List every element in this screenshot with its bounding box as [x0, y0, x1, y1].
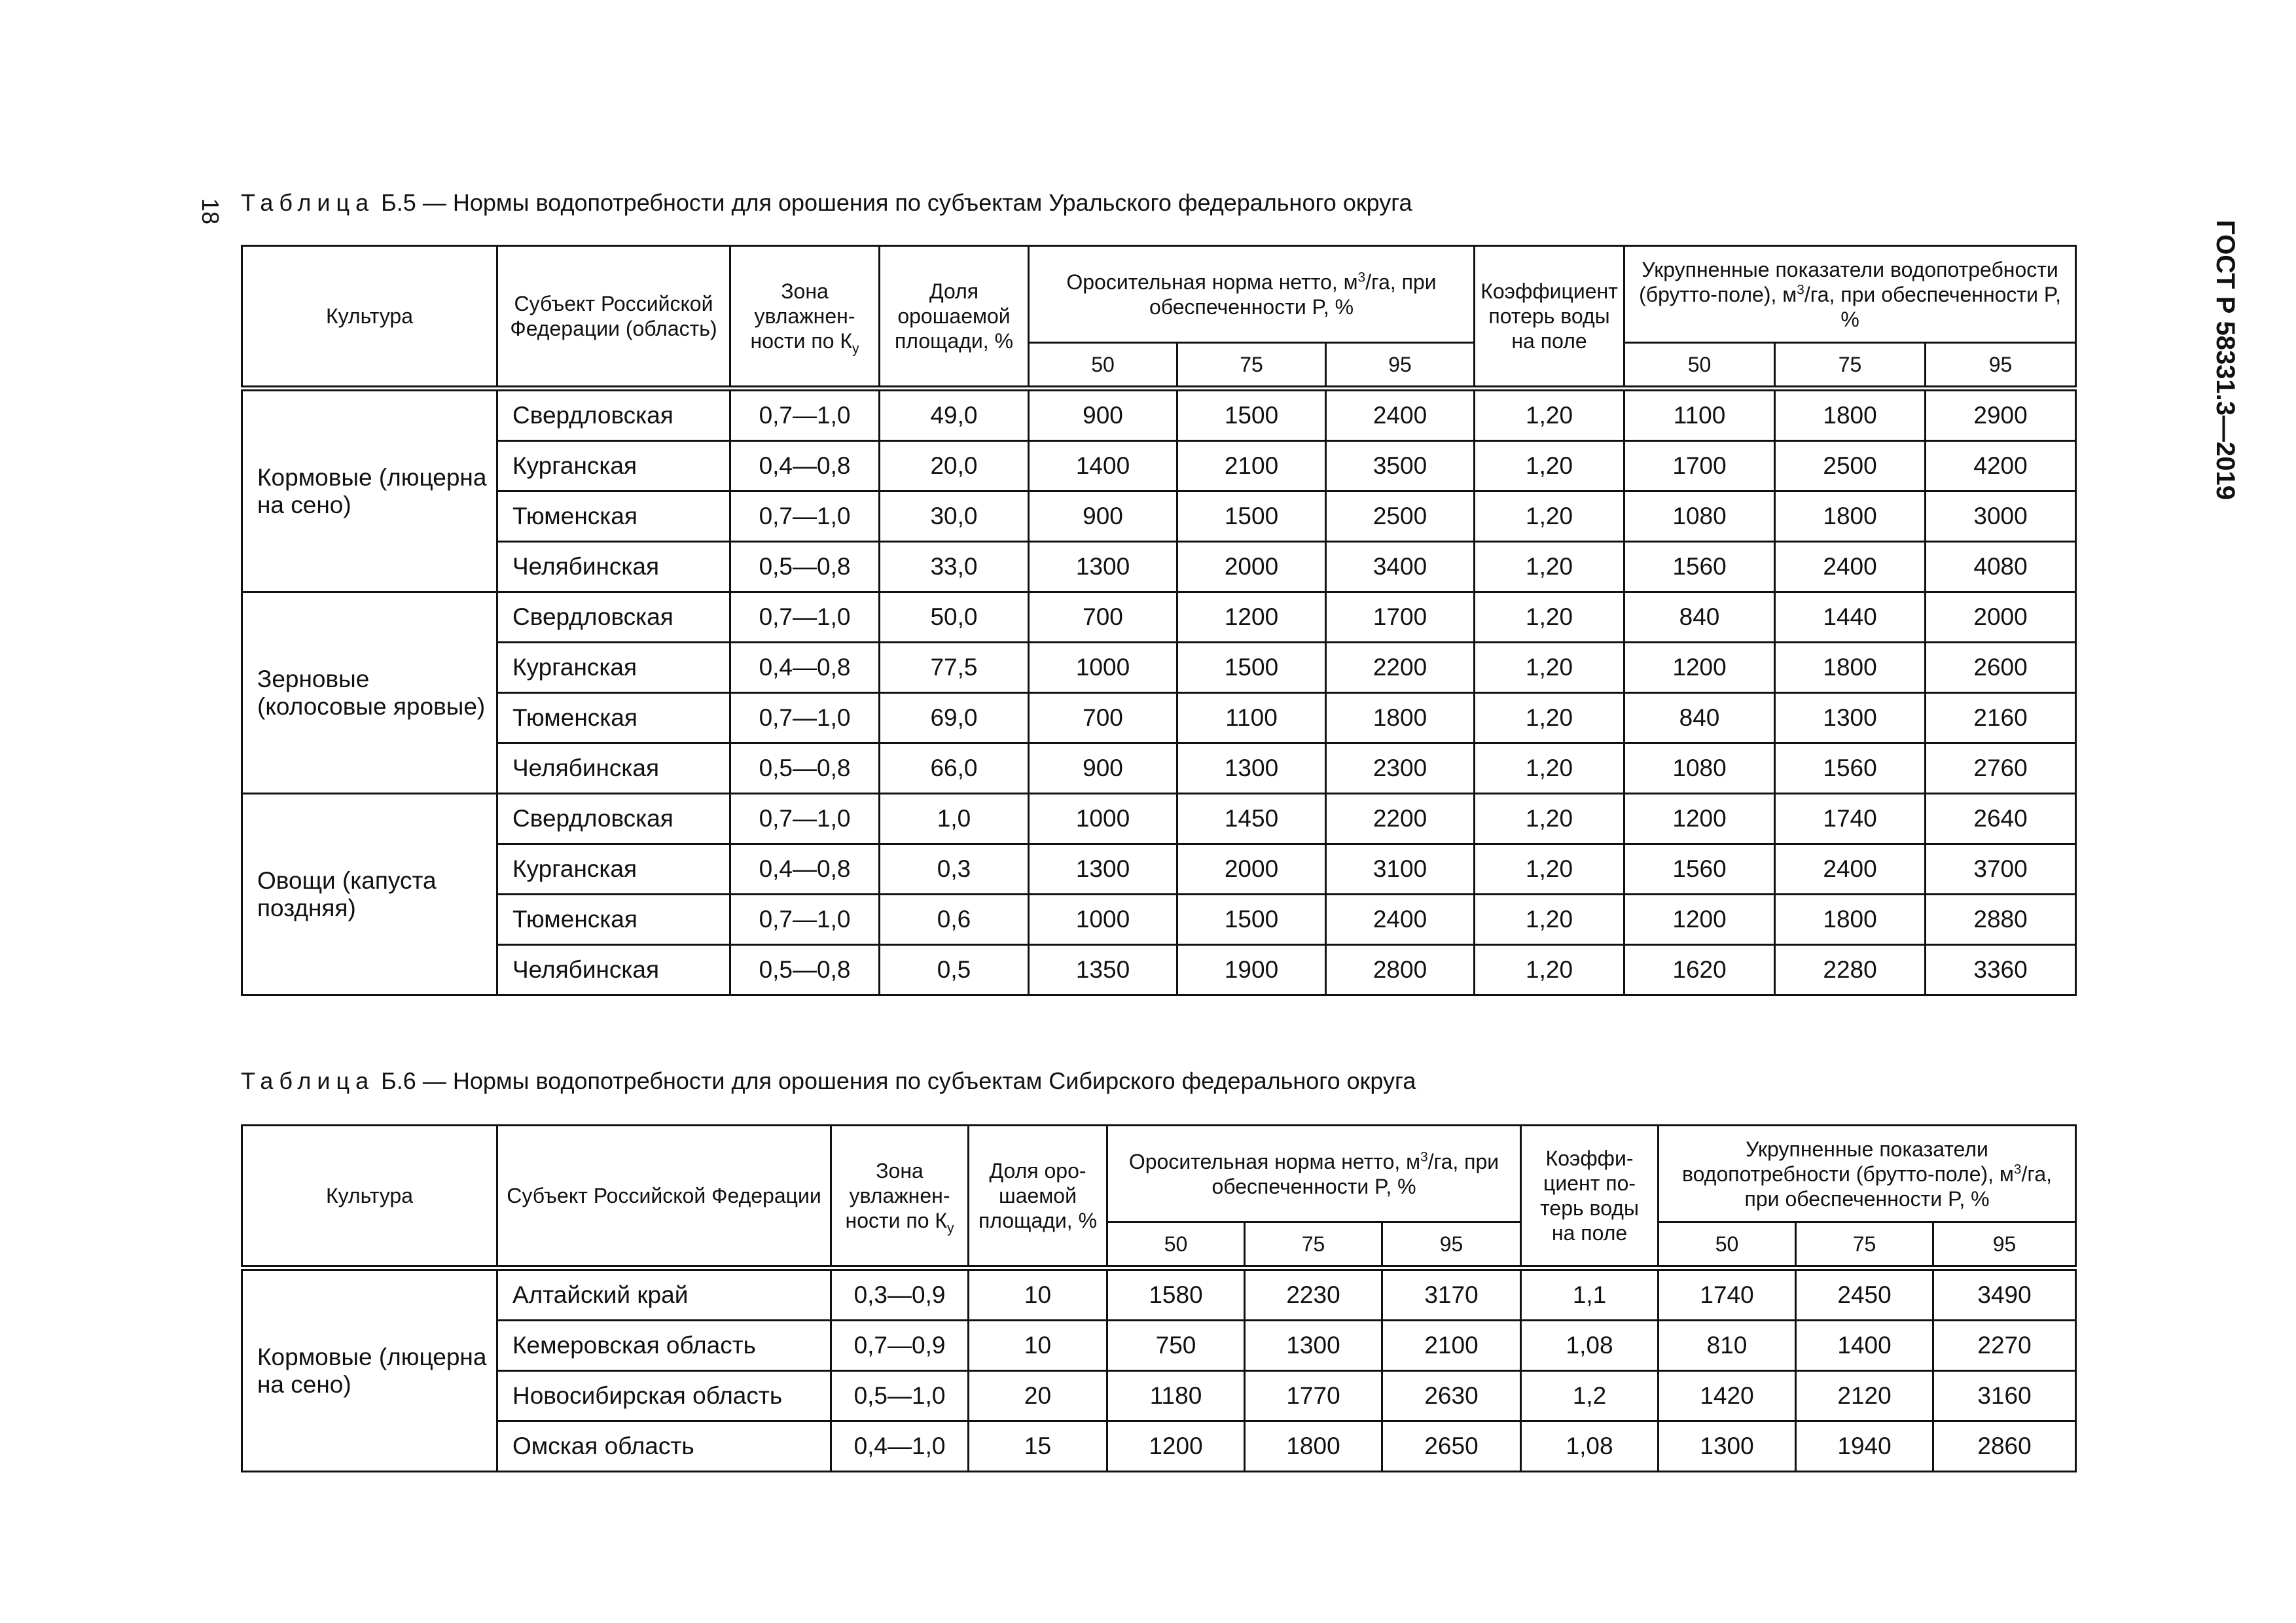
table5-caption	[241, 188, 1412, 217]
header-gross-text-a: Укрупненные показатели водопотребности (брутто-поле), м	[1682, 1137, 2014, 1186]
cell-share: 20,0	[880, 441, 1029, 491]
cell-zone: 0,5—0,8	[730, 743, 880, 794]
cell-gross: 1080	[1624, 743, 1775, 794]
header-gross-p75: 75	[1775, 343, 1926, 389]
cell-coefficient: 1,08	[1521, 1321, 1659, 1371]
cell-zone: 0,4—0,8	[730, 844, 880, 895]
cell-culture: Овощи (капуста поздняя)	[242, 794, 497, 995]
cell-gross: 1200	[1624, 794, 1775, 844]
cell-gross: 3360	[1926, 945, 2076, 995]
cell-coefficient: 1,20	[1475, 643, 1624, 693]
cell-net: 2000	[1177, 542, 1326, 592]
cell-share: 66,0	[880, 743, 1029, 794]
cell-net: 1900	[1177, 945, 1326, 995]
cell-share: 0,3	[880, 844, 1029, 895]
table5-caption-text: Б.5 — Нормы водопотребности для орошения по субъектам Уральского федерального округа	[381, 189, 1412, 216]
cell-gross: 1200	[1624, 643, 1775, 693]
table-row	[242, 693, 2076, 743]
header-gross-text-b: /га, при обеспеченности P, %	[1804, 282, 2061, 331]
cell-net: 2100	[1382, 1321, 1521, 1371]
header-net-p95: 95	[1382, 1222, 1521, 1268]
cell-zone: 0,4—1,0	[831, 1421, 969, 1472]
cell-subject: Свердловская	[497, 389, 730, 441]
table-row	[242, 1321, 2076, 1371]
cell-net: 1300	[1029, 844, 1177, 895]
cell-gross: 2900	[1926, 389, 2076, 441]
cell-net: 1200	[1107, 1421, 1245, 1472]
cell-gross: 2640	[1926, 794, 2076, 844]
cell-share: 20	[969, 1371, 1107, 1421]
table5-caption-word: Таблица	[241, 189, 375, 216]
header-net-norm	[1029, 246, 1475, 343]
cell-gross: 1300	[1659, 1421, 1796, 1472]
table-row	[242, 945, 2076, 995]
cell-subject: Алтайский край	[497, 1268, 831, 1321]
cell-net: 2650	[1382, 1421, 1521, 1472]
cell-gross: 2500	[1775, 441, 1926, 491]
cell-net: 1400	[1029, 441, 1177, 491]
cell-coefficient: 1,20	[1475, 693, 1624, 743]
cell-gross: 2120	[1796, 1371, 1933, 1421]
cell-culture: Кормовые (люцерна на сено)	[242, 389, 497, 592]
cell-coefficient: 1,2	[1521, 1371, 1659, 1421]
cell-net: 1500	[1177, 895, 1326, 945]
header-gross-p75: 75	[1796, 1222, 1933, 1268]
cell-net: 900	[1029, 491, 1177, 542]
cell-share: 50,0	[880, 592, 1029, 643]
cell-subject: Свердловская	[497, 794, 730, 844]
cell-share: 10	[969, 1268, 1107, 1321]
cell-gross: 1800	[1775, 643, 1926, 693]
cell-coefficient: 1,20	[1475, 592, 1624, 643]
table-row	[242, 895, 2076, 945]
cell-net: 2300	[1326, 743, 1475, 794]
cell-net: 1350	[1029, 945, 1177, 995]
cell-share: 69,0	[880, 693, 1029, 743]
cell-net: 1800	[1326, 693, 1475, 743]
cell-share: 0,5	[880, 945, 1029, 995]
table-row	[242, 743, 2076, 794]
cell-subject: Тюменская	[497, 693, 730, 743]
header-net-norm	[1107, 1126, 1521, 1222]
cell-subject: Тюменская	[497, 491, 730, 542]
cell-share: 0,6	[880, 895, 1029, 945]
cell-share: 15	[969, 1421, 1107, 1472]
cell-net: 1000	[1029, 895, 1177, 945]
cell-net: 1200	[1177, 592, 1326, 643]
cell-zone: 0,7—0,9	[831, 1321, 969, 1371]
header-gross	[1659, 1126, 2076, 1222]
cell-subject: Омская область	[497, 1421, 831, 1472]
table-row	[242, 1371, 2076, 1421]
cell-net: 1450	[1177, 794, 1326, 844]
cell-zone: 0,7—1,0	[730, 592, 880, 643]
cell-coefficient: 1,08	[1521, 1421, 1659, 1472]
cell-net: 2230	[1245, 1268, 1382, 1321]
table-row	[242, 542, 2076, 592]
header-net-text-b: /га, при обеспеченности P, %	[1211, 1149, 1499, 1198]
header-subject: Субъект Российской Федерации	[497, 1126, 831, 1268]
cell-coefficient: 1,20	[1475, 743, 1624, 794]
cell-coefficient: 1,20	[1475, 542, 1624, 592]
header-zone	[831, 1126, 969, 1268]
cell-net: 1300	[1245, 1321, 1382, 1371]
cell-net: 2200	[1326, 643, 1475, 693]
header-net-p50: 50	[1029, 343, 1177, 389]
table6-caption-word: Таблица	[241, 1067, 375, 1094]
cell-gross: 1400	[1796, 1321, 1933, 1371]
header-gross-p95: 95	[1933, 1222, 2076, 1268]
cell-gross: 2270	[1933, 1321, 2076, 1371]
table6	[241, 1124, 2077, 1472]
cell-gross: 1620	[1624, 945, 1775, 995]
cell-gross: 1740	[1775, 794, 1926, 844]
cell-gross: 2860	[1933, 1421, 2076, 1472]
cell-gross: 840	[1624, 693, 1775, 743]
cell-net: 900	[1029, 743, 1177, 794]
cell-net: 1500	[1177, 491, 1326, 542]
cell-net: 2000	[1177, 844, 1326, 895]
table-row	[242, 844, 2076, 895]
cell-gross: 2400	[1775, 542, 1926, 592]
table-row	[242, 643, 2076, 693]
cell-zone: 0,5—0,8	[730, 945, 880, 995]
cell-gross: 1800	[1775, 389, 1926, 441]
cell-zone: 0,5—1,0	[831, 1371, 969, 1421]
table6-caption-text: Б.6 — Нормы водопотребности для орошения по субъектам Сибирского федерального округа	[381, 1067, 1416, 1094]
cell-coefficient: 1,20	[1475, 389, 1624, 441]
cell-gross: 1100	[1624, 389, 1775, 441]
header-zone	[730, 246, 880, 389]
cell-net: 1100	[1177, 693, 1326, 743]
header-net-p50: 50	[1107, 1222, 1245, 1268]
cell-net: 1300	[1029, 542, 1177, 592]
cell-coefficient: 1,20	[1475, 895, 1624, 945]
cell-net: 1000	[1029, 643, 1177, 693]
table-row	[242, 491, 2076, 542]
cell-gross: 1080	[1624, 491, 1775, 542]
header-share: Доля орошаемой площади, %	[880, 246, 1029, 389]
cell-subject: Свердловская	[497, 592, 730, 643]
header-share: Доля орошаемой площади, %	[969, 1126, 1107, 1268]
header-coefficient: Коэффициент потерь воды на поле	[1475, 246, 1624, 389]
header-net-text-b: /га, при обеспеченности P, %	[1149, 270, 1437, 319]
header-net-text-a: Оросительная норма нетто, м	[1066, 270, 1358, 294]
header-gross-p95: 95	[1926, 343, 2076, 389]
cell-share: 10	[969, 1321, 1107, 1371]
table-row	[242, 794, 2076, 844]
cell-gross: 1940	[1796, 1421, 1933, 1472]
cell-net: 2500	[1326, 491, 1475, 542]
cell-gross: 2760	[1926, 743, 2076, 794]
cell-zone: 0,7—1,0	[730, 794, 880, 844]
header-net-p95: 95	[1326, 343, 1475, 389]
cell-gross: 1420	[1659, 1371, 1796, 1421]
header-gross-sup: 3	[1797, 281, 1804, 297]
cell-gross: 2400	[1775, 844, 1926, 895]
table-row	[242, 1421, 2076, 1472]
cell-gross: 1200	[1624, 895, 1775, 945]
cell-culture: Кормовые (люцерна на сено)	[242, 1268, 497, 1472]
cell-gross: 3000	[1926, 491, 2076, 542]
header-gross-p50: 50	[1659, 1222, 1796, 1268]
header-zone-sub: у	[947, 1221, 954, 1236]
header-gross-text-b: /га, при обеспеченности P, %	[1744, 1162, 2053, 1211]
cell-culture: Зерновые (колосовые яровые)	[242, 592, 497, 794]
cell-zone: 0,5—0,8	[730, 542, 880, 592]
cell-share: 1,0	[880, 794, 1029, 844]
cell-gross: 2880	[1926, 895, 2076, 945]
cell-subject: Тюменская	[497, 895, 730, 945]
cell-gross: 3160	[1933, 1371, 2076, 1421]
cell-net: 900	[1029, 389, 1177, 441]
cell-share: 77,5	[880, 643, 1029, 693]
cell-subject: Новосибирская область	[497, 1371, 831, 1421]
cell-zone: 0,7—1,0	[730, 895, 880, 945]
cell-net: 1580	[1107, 1268, 1245, 1321]
cell-net: 3100	[1326, 844, 1475, 895]
cell-gross: 2000	[1926, 592, 2076, 643]
cell-net: 2630	[1382, 1371, 1521, 1421]
cell-net: 2400	[1326, 895, 1475, 945]
cell-gross: 1560	[1775, 743, 1926, 794]
cell-net: 750	[1107, 1321, 1245, 1371]
cell-share: 33,0	[880, 542, 1029, 592]
cell-coefficient: 1,20	[1475, 441, 1624, 491]
cell-net: 1700	[1326, 592, 1475, 643]
cell-net: 700	[1029, 592, 1177, 643]
header-net-sup: 3	[1357, 269, 1366, 285]
header-gross	[1624, 246, 2076, 343]
cell-gross: 1300	[1775, 693, 1926, 743]
cell-gross: 3490	[1933, 1268, 2076, 1321]
cell-gross: 810	[1659, 1321, 1796, 1371]
cell-gross: 1560	[1624, 542, 1775, 592]
table-row	[242, 1268, 2076, 1321]
cell-net: 2800	[1326, 945, 1475, 995]
table5	[241, 245, 2077, 996]
header-net-sup: 3	[1420, 1149, 1428, 1164]
page-number: 18	[197, 198, 224, 225]
cell-gross: 1560	[1624, 844, 1775, 895]
cell-zone: 0,4—0,8	[730, 643, 880, 693]
cell-coefficient: 1,20	[1475, 844, 1624, 895]
header-culture: Культура	[242, 246, 497, 389]
cell-gross: 4080	[1926, 542, 2076, 592]
cell-gross: 1700	[1624, 441, 1775, 491]
cell-zone: 0,7—1,0	[730, 389, 880, 441]
cell-net: 1800	[1245, 1421, 1382, 1472]
cell-gross: 2160	[1926, 693, 2076, 743]
cell-gross: 4200	[1926, 441, 2076, 491]
cell-subject: Курганская	[497, 441, 730, 491]
cell-subject: Кемеровская область	[497, 1321, 831, 1371]
cell-subject: Курганская	[497, 643, 730, 693]
cell-gross: 840	[1624, 592, 1775, 643]
cell-gross: 2450	[1796, 1268, 1933, 1321]
cell-zone: 0,7—1,0	[730, 491, 880, 542]
cell-share: 30,0	[880, 491, 1029, 542]
cell-net: 700	[1029, 693, 1177, 743]
table-row	[242, 389, 2076, 441]
cell-net: 1300	[1177, 743, 1326, 794]
cell-subject: Челябинская	[497, 945, 730, 995]
header-zone-sub: у	[852, 341, 859, 357]
cell-net: 2100	[1177, 441, 1326, 491]
table6-caption	[241, 1067, 1416, 1096]
cell-gross: 1800	[1775, 491, 1926, 542]
cell-subject: Челябинская	[497, 743, 730, 794]
header-net-text-a: Оросительная норма нетто, м	[1128, 1149, 1421, 1173]
cell-net: 2400	[1326, 389, 1475, 441]
cell-net: 3400	[1326, 542, 1475, 592]
header-zone-text: Зона увлажненности по К	[845, 1159, 950, 1232]
cell-zone: 0,7—1,0	[730, 693, 880, 743]
cell-net: 1770	[1245, 1371, 1382, 1421]
cell-net: 1180	[1107, 1371, 1245, 1421]
header-net-p75: 75	[1245, 1222, 1382, 1268]
cell-gross: 1800	[1775, 895, 1926, 945]
table-row	[242, 441, 2076, 491]
header-gross-text-a: Укрупненные показатели водопотребности (брутто-поле), м	[1639, 257, 2058, 306]
table-row	[242, 592, 2076, 643]
header-subject: Субъект Российской Федерации (область)	[497, 246, 730, 389]
cell-coefficient: 1,20	[1475, 794, 1624, 844]
cell-net: 3500	[1326, 441, 1475, 491]
header-gross-sup: 3	[2013, 1161, 2022, 1177]
cell-share: 49,0	[880, 389, 1029, 441]
cell-coefficient: 1,20	[1475, 945, 1624, 995]
header-coefficient: Коэффициент потерь воды на поле	[1521, 1126, 1659, 1268]
cell-coefficient: 1,1	[1521, 1268, 1659, 1321]
cell-coefficient: 1,20	[1475, 491, 1624, 542]
cell-gross: 2280	[1775, 945, 1926, 995]
cell-gross: 1440	[1775, 592, 1926, 643]
cell-gross: 1740	[1659, 1268, 1796, 1321]
cell-net: 3170	[1382, 1268, 1521, 1321]
cell-zone: 0,3—0,9	[831, 1268, 969, 1321]
cell-net: 1500	[1177, 389, 1326, 441]
cell-net: 1000	[1029, 794, 1177, 844]
cell-zone: 0,4—0,8	[730, 441, 880, 491]
header-gross-p50: 50	[1624, 343, 1775, 389]
cell-net: 2200	[1326, 794, 1475, 844]
header-zone-text: Зона увлажненности по К	[750, 279, 855, 353]
cell-subject: Челябинская	[497, 542, 730, 592]
cell-gross: 3700	[1926, 844, 2076, 895]
cell-gross: 2600	[1926, 643, 2076, 693]
cell-net: 1500	[1177, 643, 1326, 693]
header-culture: Культура	[242, 1126, 497, 1268]
document-code: ГОСТ Р 58331.3—2019	[2211, 219, 2240, 501]
cell-subject: Курганская	[497, 844, 730, 895]
header-net-p75: 75	[1177, 343, 1326, 389]
